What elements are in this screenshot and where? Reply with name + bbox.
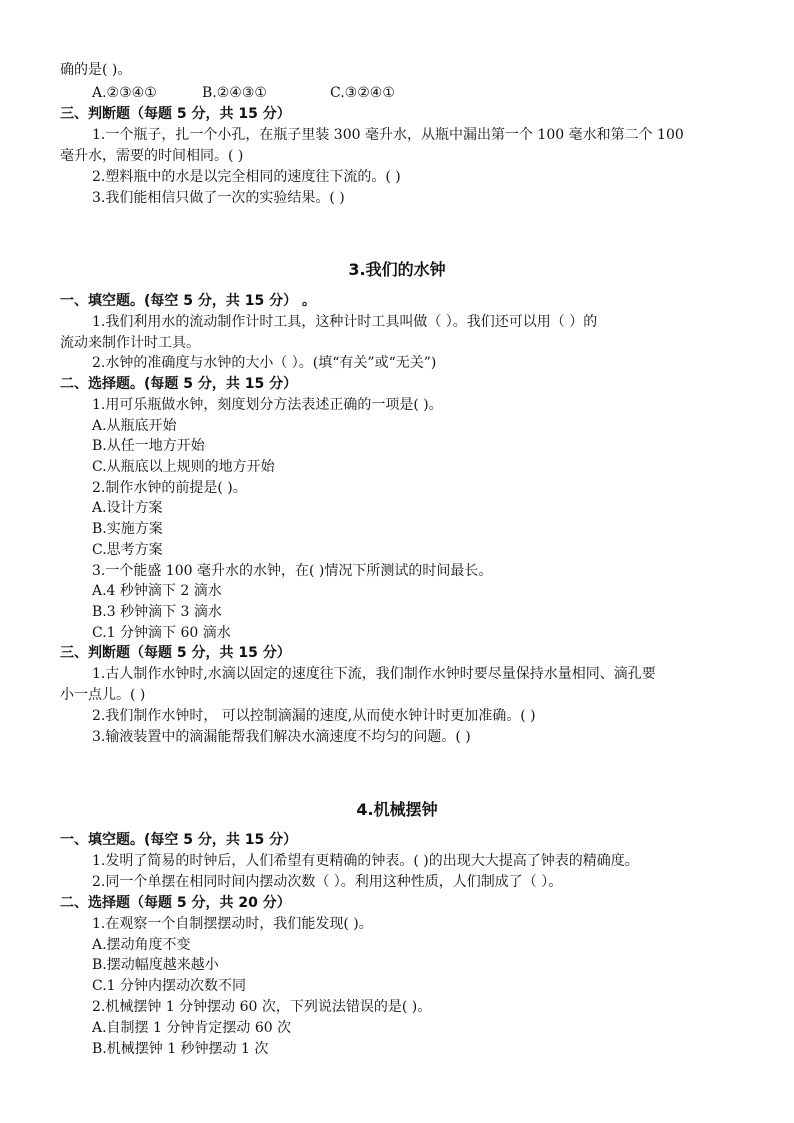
- fill-question-1-cont: 流动来制作计时工具。: [60, 335, 200, 351]
- judge-question-3: 3.输液装置中的滴漏能帮我们解决水滴速度不均匀的问题。( ): [92, 729, 471, 745]
- choice-option: C.1 分钟滴下 60 滴水: [92, 625, 231, 641]
- section-heading-judge: 三、判断题（每题 5 分，共 15 分）: [60, 645, 291, 661]
- judge-question-1: 1.一个瓶子，扎一个小孔，在瓶子里装 300 毫升水，从瓶中漏出第一个 100 毫水和第二个 100: [92, 127, 684, 143]
- choice-option: C.思考方案: [92, 542, 163, 558]
- section-heading-judge: 三、判断题（每题 5 分，共 15 分）: [60, 106, 291, 122]
- judge-question-2: 2.我们制作水钟时， 可以控制滴漏的速度,从而使水钟计时更加准确。( ): [92, 708, 536, 724]
- judge-question-1-cont: 小一点儿。( ): [60, 687, 146, 703]
- judge-question-1-cont: 毫升水，需要的时间相同。( ): [60, 148, 244, 164]
- choice-option: A.从瓶底开始: [92, 418, 177, 434]
- section-title-pendulum-clock: 4.机械摆钟: [356, 800, 438, 819]
- fill-question-1: 1.发明了简易的时钟后，人们希望有更精确的钟表。( )的出现大大提高了钟表的精确度。: [92, 853, 639, 869]
- judge-question-1: 1.古人制作水钟时,水滴以固定的速度往下流，我们制作水钟时要尽量保持水量相同、滴孔要: [92, 666, 656, 682]
- choice-option: A.4 秒钟滴下 2 滴水: [92, 583, 222, 599]
- choice-option: A.设计方案: [92, 500, 163, 516]
- choice-question-2: 2.制作水钟的前提是( )。: [92, 480, 247, 496]
- choice-option: B.3 秒钟滴下 3 滴水: [92, 604, 222, 620]
- fill-question-2: 2.同一个单摆在相同时间内摆动次数（ ）。利用这种性质，人们制成了（ ）。: [92, 874, 563, 890]
- option-c: C.③②④①: [330, 85, 395, 101]
- section-heading-fill: 一、填空题。(每空 5 分，共 15 分）: [60, 832, 298, 848]
- choice-question-1: 1.在观察一个自制摆摆动时，我们能发现( )。: [92, 916, 373, 932]
- fill-question-1: 1.我们利用水的流动制作计时工具，这种计时工具叫做（ ）。我们还可以用（ ）的: [92, 314, 598, 330]
- judge-question-2: 2.塑料瓶中的水是以完全相同的速度往下流的。( ): [92, 169, 401, 185]
- choice-option: A.摆动角度不变: [92, 937, 191, 953]
- question-continuation: 确的是( )。: [60, 62, 132, 78]
- choice-option: B.实施方案: [92, 521, 163, 537]
- choice-option: B.摆动幅度越来越小: [92, 957, 219, 973]
- option-a: A.②③④①: [92, 85, 157, 101]
- choice-option: B.从任一地方开始: [92, 438, 205, 454]
- option-b: B.②④③①: [202, 85, 267, 101]
- section-heading-choice: 二、选择题。(每题 5 分，共 15 分）: [60, 376, 298, 392]
- judge-question-3: 3.我们能相信只做了一次的实验结果。( ): [92, 190, 345, 206]
- section-title-water-clock: 3.我们的水钟: [348, 260, 446, 279]
- choice-option: C.从瓶底以上规则的地方开始: [92, 459, 275, 475]
- choice-option: B.机械摆钟 1 秒钟摆动 1 次: [92, 1041, 269, 1057]
- choice-option: A.自制摆 1 分钟肯定摆动 60 次: [92, 1020, 292, 1036]
- fill-question-2: 2.水钟的准确度与水钟的大小（ ）。(填“有关”或“无关”): [92, 355, 437, 371]
- section-heading-choice: 二、选择题（每题 5 分，共 20 分）: [60, 895, 291, 911]
- choice-question-2: 2.机械摆钟 1 分钟摆动 60 次，下列说法错误的是( )。: [92, 999, 432, 1015]
- choice-question-3: 3.一个能盛 100 毫升水的水钟，在( )情况下所测试的时间最长。: [92, 563, 493, 579]
- choice-question-1: 1.用可乐瓶做水钟，刻度划分方法表述正确的一项是( )。: [92, 397, 443, 413]
- section-heading-fill: 一、填空题。(每空 5 分，共 15 分） 。: [60, 293, 316, 309]
- choice-option: C.1 分钟内摆动次数不同: [92, 978, 247, 994]
- answer-options: [92, 83, 395, 103]
